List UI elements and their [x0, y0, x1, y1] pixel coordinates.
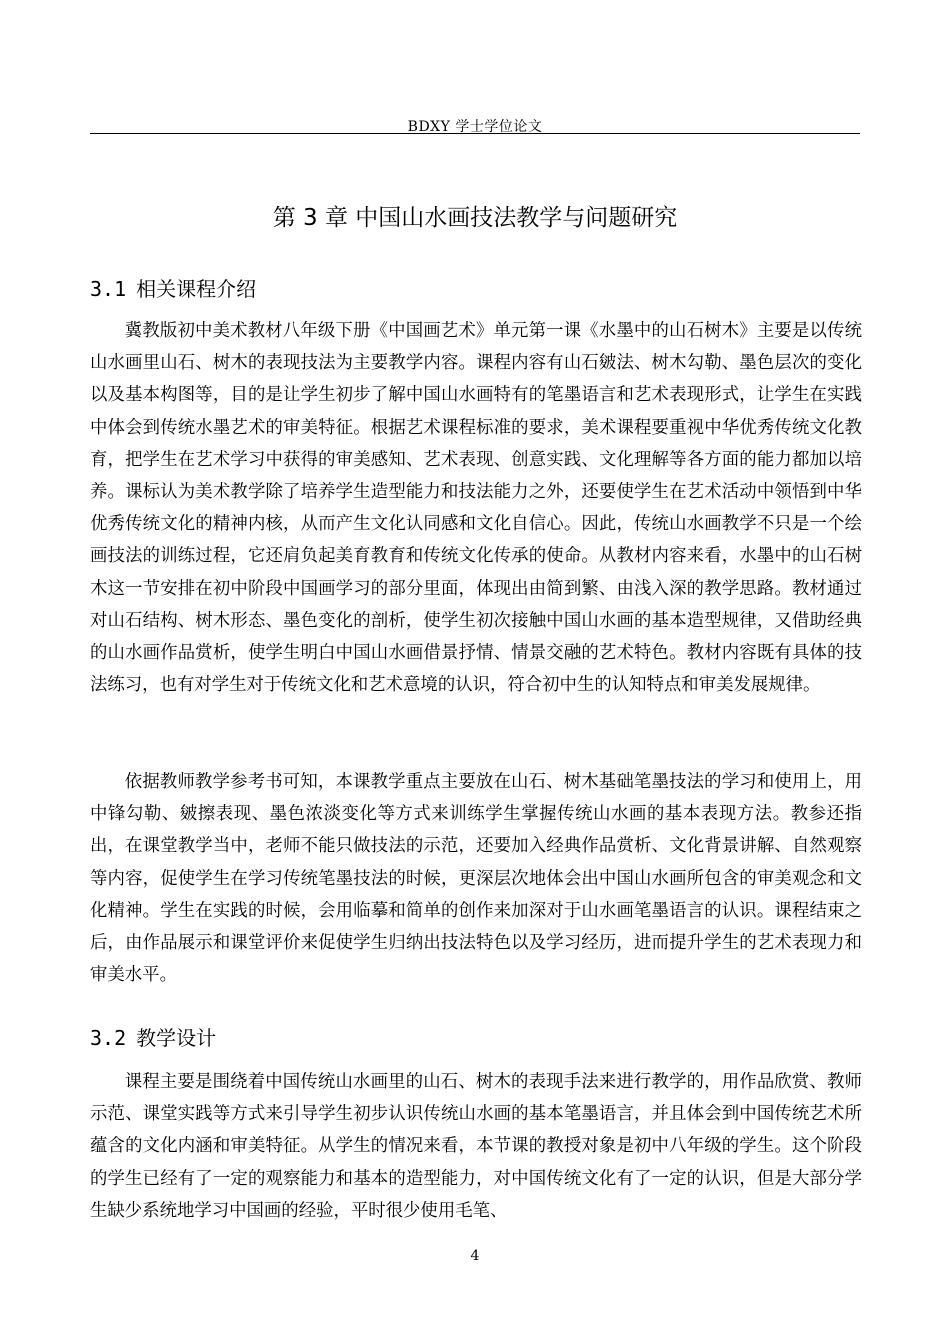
- section-heading-3-1: [90, 274, 256, 304]
- header-divider: [90, 133, 860, 134]
- section-number: 3.2: [90, 1026, 127, 1050]
- page-number: 4: [470, 1248, 480, 1264]
- section-title: 教学设计: [136, 1026, 217, 1050]
- body-paragraph: 课程主要是围绕着中国传统山水画里的山石、树木的表现手法来进行教学的，用作品欣赏、教师示范、课堂实践等方式来引导学生初步认识传统山水画的基本笔墨语言，并且体会到中国传统艺术所蕴含的文化内涵和审美特征。从学生的情况来看，本节课的教授对象是初中八年级的学生。这个阶段的学生已经有了一定的观察能力和基本的造型能力，对中国传统文化有了一定的认识，但是大部分学生缺少系统地学习中国画的经验，平时很少使用毛笔、: [90, 1072, 862, 1221]
- chapter-title: 第 3 章 中国山水画技法教学与问题研究: [272, 205, 678, 231]
- body-paragraph: 依据教师教学参考书可知，本课教学重点主要放在山石、树木基础笔墨技法的学习和使用上，用中锋勾勒、皴擦表现、墨色浓淡变化等方式来训练学生掌握传统山水画的基本表现方法。教参还指出，在课堂教学当中，老师不能只做技法的示范，还要加入经典作品赏析、文化背景讲解、自然观察等内容，促使学生在学习传统笔墨技法的时候，更深层次地体会出中国山水画所包含的审美观念和文化精神。学生在实践的时候，会用临摹和简单的创作来加深对于山水画笔墨语言的认识。课程结束之后，由作品展示和课堂评价来促使学生归纳出技法特色以及学习经历，进而提升学生的艺术表现力和审美水平。: [90, 772, 862, 986]
- section-number: 3.1: [90, 277, 127, 301]
- section-heading-3-2: [90, 1023, 216, 1053]
- section-title: 相关课程介绍: [136, 277, 257, 301]
- running-header: BDXY 学士学位论文: [407, 119, 543, 135]
- body-paragraph: 冀教版初中美术教材八年级下册《中国画艺术》单元第一课《水墨中的山石树木》主要是以传统山水画里山石、树木的表现技法为主要教学内容。课程内容有山石皴法、树木勾勒、墨色层次的变化以及基本构图等，目的是让学生初步了解中国山水画特有的笔墨语言和艺术表现形式，让学生在实践中体会到传统水墨艺术的审美特征。根据艺术课程标准的要求，美术课程要重视中华优秀传统文化教育，把学生在艺术学习中获得的审美感知、艺术表现、创意实践、文化理解等各方面的能力都加以培养。课标认为美术教学除了培养学生造型能力和技法能力之外，还要使学生在艺术活动中领悟到中华优秀传统文化的精神内核，从而产生文化认同感和文化自信心。因此，传统山水画教学不只是一个绘画技法的训练过程，它还肩负起美育教育和传统文化传承的使命。从教材内容来看，水墨中的山石树木这一节安排在初中阶段中国画学习的部分里面，体现出由简到繁、由浅入深的教学思路。教材通过对山石结构、树木形态、墨色变化的剖析，使学生初次接触中国山水画的基本造型规律，又借助经典的山水画作品赏析，使学生明白中国山水画借景抒情、情景交融的艺术特色。教材内容既有具体的技法练习，也有对学生对于传统文化和艺术意境的认识，符合初中生的认知特点和审美发展规律。: [90, 321, 862, 696]
